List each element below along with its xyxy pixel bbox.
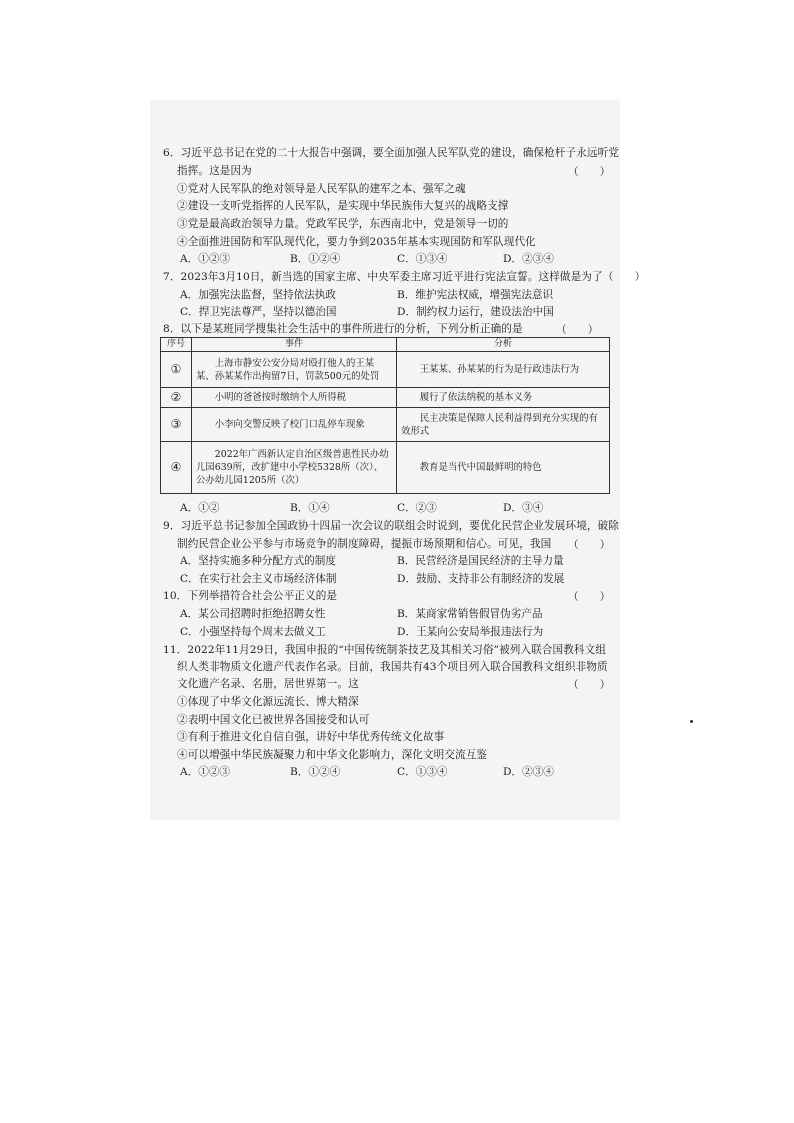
q11-option-b: B．①②④ bbox=[290, 766, 341, 778]
row-number: ① bbox=[161, 352, 192, 388]
q11-item-2: ②表明中国文化已被世界各国接受和认可 bbox=[177, 714, 370, 726]
row-number: ③ bbox=[161, 408, 192, 442]
q6-option-a: A．①②③ bbox=[180, 253, 231, 265]
q10-option-d: D．王某向公安局举报违法行为 bbox=[397, 626, 544, 638]
q11-item-1: ①体现了中华文化源远流长、博大精深 bbox=[177, 696, 359, 708]
q7-option-c: C．捍卫宪法尊严，坚持以德治国 bbox=[180, 306, 337, 318]
q8-header-num: 序号 bbox=[161, 338, 192, 352]
q7-option-a: A．加强宪法监督，坚持依法执政 bbox=[180, 289, 336, 301]
q6-option-d: D．②③④ bbox=[503, 253, 554, 265]
q8-table-header bbox=[161, 338, 610, 352]
q11-item-3: ③有利于推进文化自信自强，讲好中华优秀传统文化故事 bbox=[177, 731, 445, 743]
row-number: ② bbox=[161, 388, 192, 408]
row-analysis: 教育是当代中国最鲜明的特色 bbox=[397, 442, 610, 494]
q9-stem-line-1: 9．习近平总书记参加全国政协十四届一次会议的联组会时说到，要优化民营企业发展环境，破除 bbox=[163, 520, 619, 532]
q6-item-4: ④全面推进国防和军队现代化，要力争到2035年基本实现国防和军队现代化 bbox=[177, 236, 536, 248]
q8-option-d: D．③④ bbox=[503, 502, 544, 514]
q11-option-d: D．②③④ bbox=[503, 766, 554, 778]
q11-item-4: ④可以增强中华民族凝聚力和中华文化影响力，深化文明交流互鉴 bbox=[177, 749, 488, 761]
row-event: 小李向交警反映了校门口乱停车现象 bbox=[192, 408, 397, 442]
row-event: 小明的爸爸按时缴纳个人所得税 bbox=[192, 388, 397, 408]
q11-stem-line-3: 文化遗产名录、名册，居世界第一。这 bbox=[177, 678, 359, 690]
q6-item-1: ①党对人民军队的绝对领导是人民军队的建军之本、强军之魂 bbox=[177, 183, 466, 195]
q8-option-a: A．①② bbox=[180, 502, 220, 514]
q8-header-event: 事件 bbox=[192, 338, 397, 352]
q6-answer-paren: （ ） bbox=[568, 166, 611, 178]
table-row bbox=[161, 408, 610, 442]
q10-option-b: B．某商家常销售假冒伪劣产品 bbox=[397, 608, 543, 620]
q9-option-b: B．民营经济是国民经济的主导力量 bbox=[397, 555, 564, 567]
q10-option-c: C．小强坚持每个周末去做义工 bbox=[180, 626, 326, 638]
q6-stem-line-1: 6．习近平总书记在党的二十大报告中强调，要全面加强人民军队党的建设，确保枪杆子永远听党 bbox=[163, 147, 619, 159]
row-analysis: 王某某、孙某某的行为是行政违法行为 bbox=[397, 352, 610, 388]
table-row bbox=[161, 442, 610, 494]
q7-option-b: B．维护宪法权威，增强宪法意识 bbox=[397, 289, 554, 301]
q8-header-analysis: 分析 bbox=[397, 338, 610, 352]
q11-answer-paren: （ ） bbox=[568, 679, 611, 691]
q9-answer-paren: （ ） bbox=[568, 539, 611, 551]
q8-table bbox=[160, 337, 610, 494]
table-row bbox=[161, 352, 610, 388]
row-analysis: 履行了依法纳税的基本义务 bbox=[397, 388, 610, 408]
table-row bbox=[161, 388, 610, 408]
q8-stem: 8．以下是某班同学搜集社会生活中的事件所进行的分析，下列分析正确的是 bbox=[163, 323, 523, 335]
q6-option-c: C．①③④ bbox=[397, 253, 448, 265]
row-number: ④ bbox=[161, 442, 192, 494]
q8-option-c: C．②③ bbox=[397, 502, 437, 514]
q8-option-b: B．①④ bbox=[290, 502, 330, 514]
q6-option-b: B．①②④ bbox=[290, 253, 341, 265]
q11-stem-line-2: 织人类非物质文化遗产代表作名录。目前，我国共有43个项目列入联合国教科文组织非物质 bbox=[177, 661, 608, 673]
q9-option-a: A．坚持实施多种分配方式的制度 bbox=[180, 555, 336, 567]
q6-item-2: ②建设一支听党指挥的人民军队，是实现中华民族伟大复兴的战略支撑 bbox=[177, 200, 509, 212]
q11-option-a: A．①②③ bbox=[180, 766, 231, 778]
q9-stem-line-2: 制约民营企业公平参与市场竞争的制度障碍，提振市场预期和信心。可见，我国 bbox=[177, 538, 552, 550]
q11-stem-line-1: 11．2022年11月29日，我国申报的“中国传统制茶技艺及其相关习俗”被列入联合国教科文组 bbox=[163, 644, 607, 656]
q7-option-d: D．制约权力运行，建设法治中国 bbox=[397, 306, 554, 318]
q10-answer-paren: （ ） bbox=[568, 591, 611, 603]
q6-stem-line-2: 指挥。这是因为 bbox=[177, 165, 252, 177]
scan-speck bbox=[690, 720, 693, 723]
row-event: 2022年广西新认定自治区级普惠性民办幼儿园639所，改扩建中小学校5328所（次）、公办幼儿园1205所（次） bbox=[192, 442, 397, 494]
q11-option-c: C．①③④ bbox=[397, 766, 448, 778]
q6-item-3: ③党是最高政治领导力量。党政军民学，东西南北中，党是领导一切的 bbox=[177, 218, 509, 230]
q10-stem: 10．下列举措符合社会公平正义的是 bbox=[163, 590, 338, 602]
q9-option-c: C．在实行社会主义市场经济体制 bbox=[180, 573, 337, 585]
row-analysis: 民主决策是保障人民利益得到充分实现的有效形式 bbox=[397, 408, 610, 442]
q9-option-d: D．鼓励、支持非公有制经济的发展 bbox=[397, 573, 565, 585]
row-event: 上海市静安公安分局对殴打他人的王某某、孙某某作出拘留7日，罚款500元的处罚 bbox=[192, 352, 397, 388]
q7-stem: 7．2023年3月10日，新当选的国家主席、中央军委主席习近平进行宪法宣誓。这样做是为了（ ） bbox=[163, 271, 646, 283]
q10-option-a: A．某公司招聘时拒绝招聘女性 bbox=[180, 608, 326, 620]
q8-answer-paren: （ ） bbox=[556, 324, 599, 336]
